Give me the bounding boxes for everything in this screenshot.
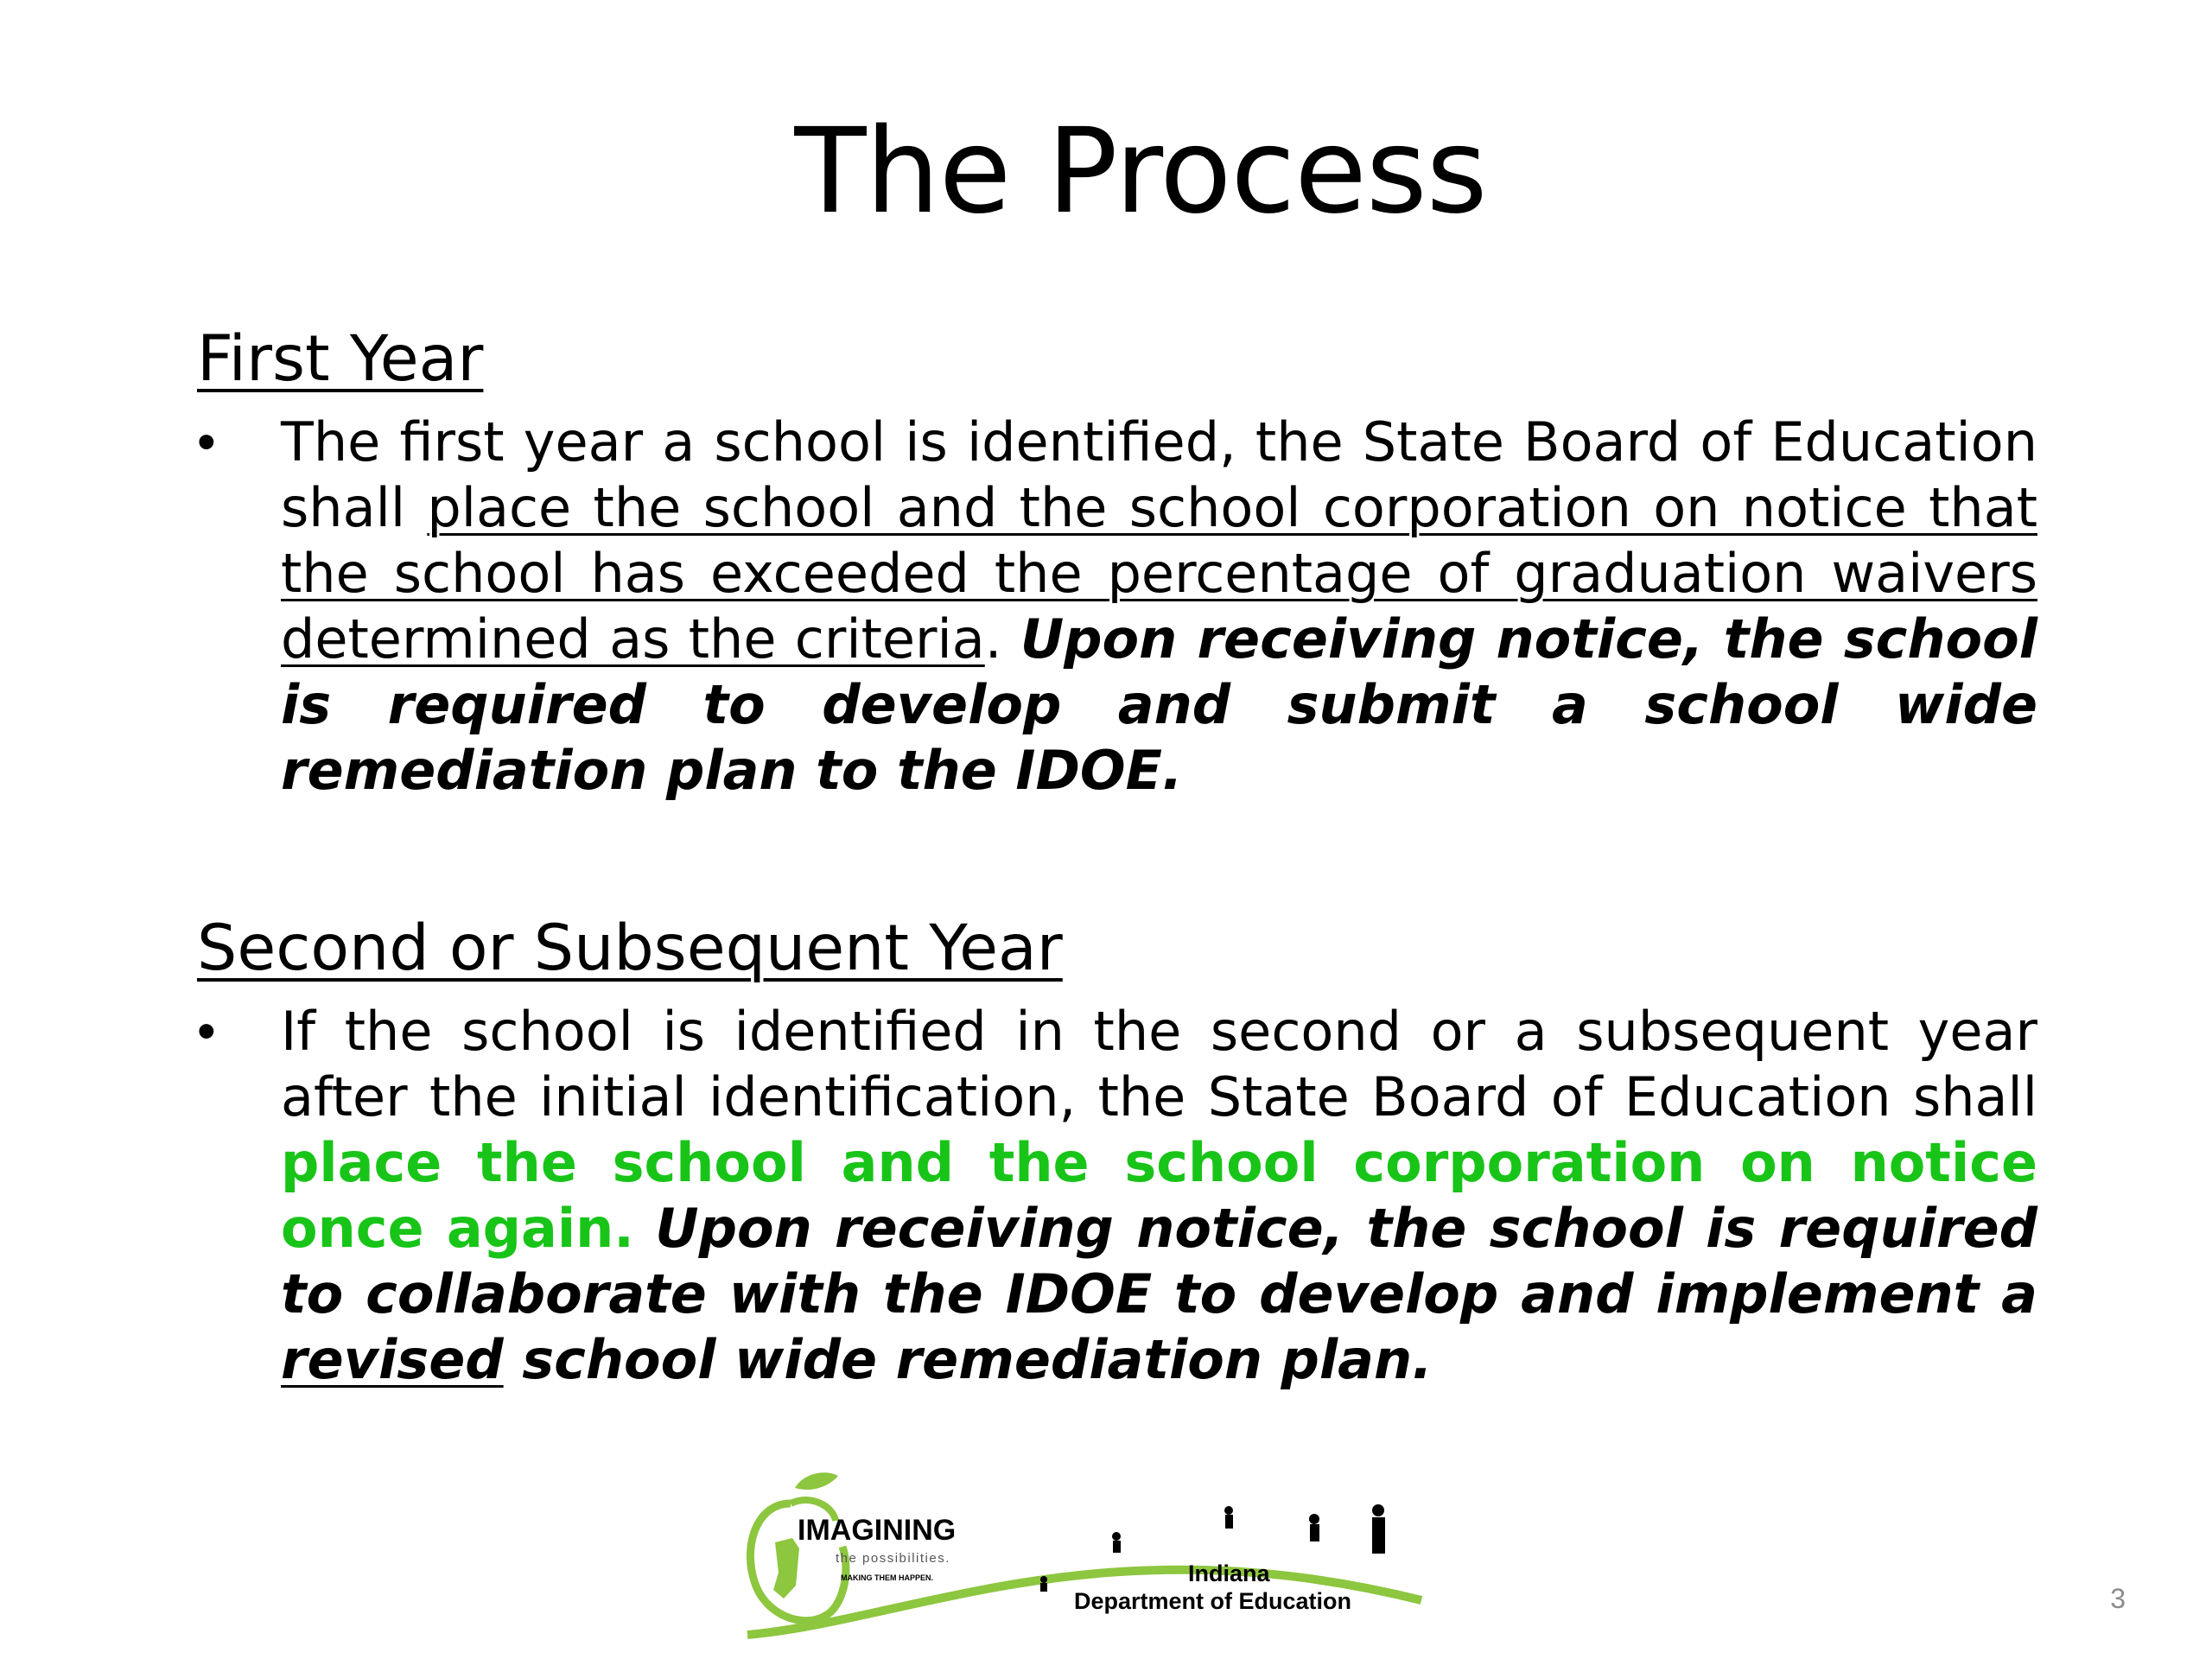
bullet-marker: • [197, 1001, 216, 1061]
first-year-emphasis-text: Upon receiving notice, the school is required to develop and submit a school wide remediation plan to the IDOE. [281, 607, 2037, 802]
first-year-underlined-text: place the school and the school corporation on notice that the school has exceeded the percentage of graduation waivers determined as the criteria [281, 476, 2038, 671]
bullet-marker: • [197, 412, 216, 472]
second-year-emphasis-text-1: Upon receiving notice, the school is required to collaborate with the IDOE to develop and implement a [281, 1197, 2038, 1325]
second-year-section [197, 909, 2037, 1393]
org-line-1-text: Indiana [1188, 1560, 1270, 1586]
first-year-heading: First Year [197, 322, 484, 396]
first-year-bullet-item [197, 410, 2037, 804]
first-year-text-1: The first year a school is identified, the State Board of Education shall [281, 410, 2037, 539]
org-line-2-text: Department of Education [1074, 1588, 1352, 1614]
page-number: 3 [2110, 1583, 2126, 1614]
second-year-paragraph [281, 999, 2037, 1393]
logo-imagining-text: IMAGINING [798, 1514, 957, 1547]
logo-tagline-text: the possibilities. [836, 1551, 950, 1566]
second-year-green-text: place the school and the school corporation on notice once again. [281, 1131, 2037, 1260]
logo-subtag-text: MAKING THEM HAPPEN. [841, 1573, 934, 1582]
first-year-paragraph [281, 410, 2037, 804]
first-year-section [197, 320, 2037, 804]
second-year-bullet-item [197, 999, 2037, 1393]
footer-logo [739, 1469, 1430, 1642]
first-year-text-2: . [984, 607, 1020, 671]
second-year-emphasis-text-2: school wide remediation plan. [503, 1328, 1433, 1391]
second-year-heading: Second or Subsequent Year [197, 912, 1063, 985]
slide-title: The Process [794, 104, 1487, 240]
second-year-text-1: If the school is identified in the second or a subsequent year after the initial identification, the State Board of Education shall [281, 1000, 2037, 1128]
second-year-text-2 [634, 1197, 655, 1260]
idoe-logo [739, 1469, 1430, 1642]
second-year-revised-text: revised [281, 1328, 504, 1391]
